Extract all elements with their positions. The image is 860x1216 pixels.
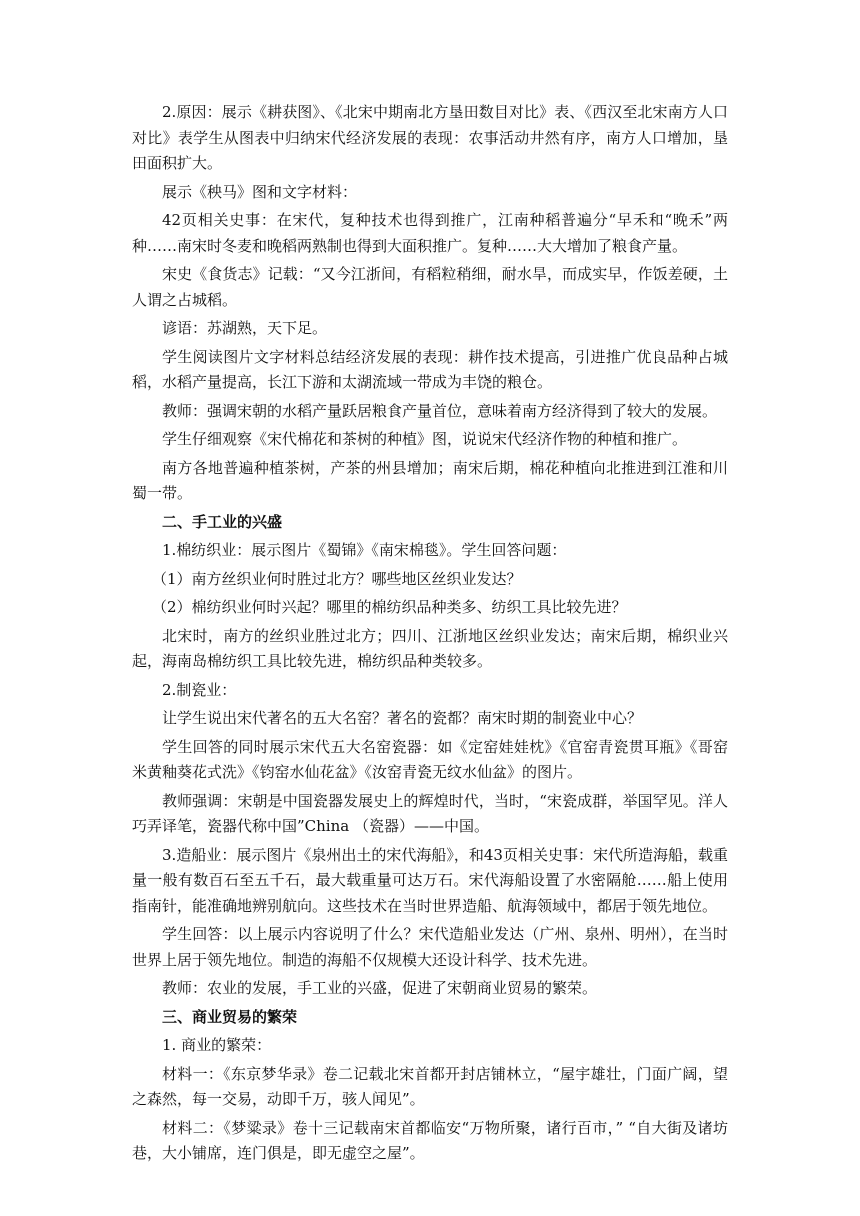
paragraph-teacher-commerce: 教师：农业的发展，手工业的兴盛，促进了宋朝商业贸易的繁荣。 [162,979,598,997]
paragraph-kilns-question: 让学生说出宋代著名的五大名窑？著名的瓷都？南宋时期的制瓷业中心？ [162,709,643,727]
paragraph-teacher-china: 教师强调：宋朝是中国瓷器发展史上的辉煌时代，当时，“宋瓷成群，举国罕见。洋人巧弄译笔，瓷器代称中国”China （瓷器）——中国。 [132,791,728,835]
heading-commerce: 三、商业贸易的繁荣 [162,1007,298,1026]
paragraph-commerce-title: 1. 商业的繁荣： [162,1036,272,1054]
paragraph-ship-answer: 学生回答：以上展示内容说明了什么？宋代造船业发达（广州、泉州、明州），在当时世界上居于领先地位。制造的海船不仅规模大还设计科学、技术先进。 [132,925,728,969]
heading-handicraft: 二、手工业的兴盛 [162,512,283,531]
paragraph-cotton-tea-map: 学生仔细观察《宋代棉花和茶树的种植》图，说说宋代经济作物的种植和推广。 [162,430,688,448]
paragraph-teacher-rice: 教师：强调宋朝的水稻产量跃居粮食产量首位，意味着南方经济得到了较大的发展。 [162,401,718,420]
paragraph-shipbuilding: 3.造船业：展示图片《泉州出土的宋代海船》，和43页相关史事：宋代所造海船，载重量一般有数百石至五千石，最大载重量可达万石。宋代海船设置了水密隔舱……船上使用指南针，能准确地辨别航向。这些技术在当时世界造船、航海领域中，都居于领先地位。 [132,845,728,915]
document-page [132,100,728,1170]
paragraph-porcelain-title: 2.制瓷业： [162,680,237,699]
paragraph-shihuozhi: 宋史《食货志》记载：“又今江浙间，有稻粒稍细，耐水旱，而成实早，作饭差硬，土人谓之占城稻。 [132,265,728,309]
paragraph-material-1: 材料一：《东京梦华录》卷二记载北宋首都开封店铺林立，“屋宇雄壮，门面广阔，望之森然，每一交易，动即千万，骇人闻见”。 [132,1064,728,1108]
paragraph-silk-answer: 北宋时，南方的丝织业胜过北方；四川、江浙地区丝织业发达；南宋后期，棉织业兴起，海南岛棉纺织工具比较先进，棉纺织品种类较多。 [132,626,728,670]
paragraph-tea-cotton-spread: 南方各地普遍种植茶树，产茶的州县增加；南宋后期，棉花种植向北推进到江淮和川蜀一带。 [132,458,728,502]
question-2: （2）棉纺织业何时兴起？哪里的棉纺织品种类多、纺织工具比较先进？ [152,598,627,616]
paragraph-kilns-show: 学生回答的同时展示宋代五大名窑瓷器：如《定窑娃娃枕》《官窑青瓷贯耳瓶》《哥窑米黄釉葵花式洗》《钧窑水仙花盆》《汝窑青瓷无纹水仙盆》的图片。 [132,737,728,781]
paragraph-material-2: 材料二：《梦粱录》卷十三记载南宋首都临安“万物所聚，诸行百市，” “自大街及诸坊巷，大小铺席，连门俱是，即无虚空之屋”。 [132,1118,728,1162]
paragraph-student-summary: 学生阅读图片文字材料总结经济发展的表现：耕作技术提高，引进推广优良品种占城稻，水稻产量提高，长江下游和太湖流域一带成为丰饶的粮仓。 [132,347,728,391]
paragraph-show-yangma: 展示《秧马》图和文字材料： [162,182,358,201]
question-1: （1）南方丝织业何时胜过北方？哪些地区丝织业发达？ [152,569,522,588]
paragraph-proverb: 谚语：苏湖熟，天下足。 [162,319,328,337]
paragraph-textile: 1.棉纺织业：展示图片《蜀锦》《南宋棉毯》。学生回答问题： [162,541,567,559]
paragraph-double-cropping: 42页相关史事：在宋代，复种技术也得到推广，江南种稻普遍分“早禾和“晚禾”两种……南宋时冬麦和晚稻两熟制也得到大面积推广。复种……大大增加了粮食产量。 [132,211,728,255]
paragraph-causes: 2.原因：展示《耕获图》、《北宋中期南北方垦田数目对比》表、《西汉至北宋南方人口对比》表学生从图表中归纳宋代经济发展的表现：农事活动井然有序，南方人口增加，垦田面积扩大。 [132,103,728,172]
